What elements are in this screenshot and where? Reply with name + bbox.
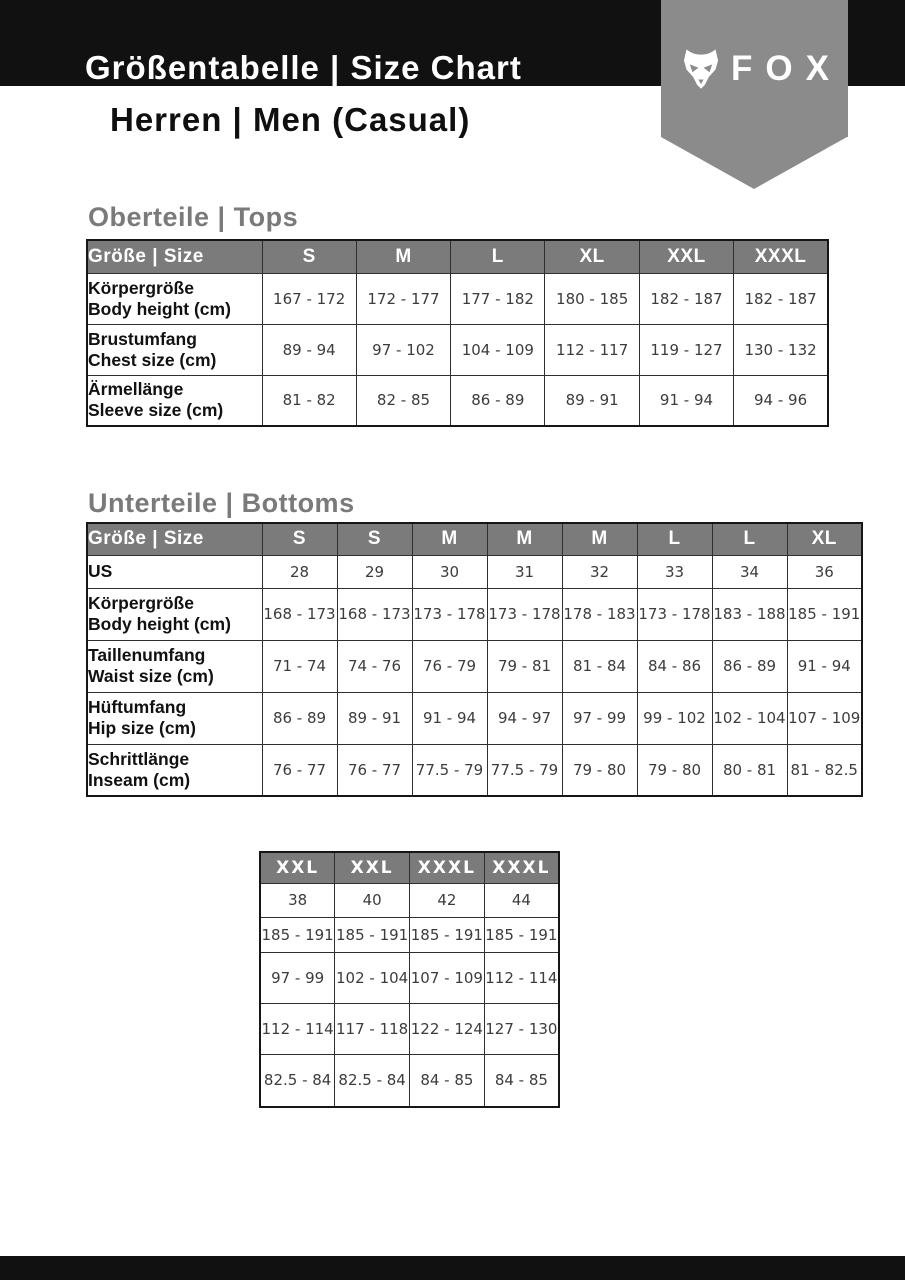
bottoms-row-label — [87, 692, 262, 744]
tops-row-label — [87, 375, 262, 426]
value-cell: 178 - 183 — [562, 588, 637, 640]
value-cell: 119 - 127 — [639, 324, 733, 375]
tops-size-header: XXL — [639, 240, 733, 273]
bottoms-row-label — [87, 744, 262, 796]
value-cell: 180 - 185 — [545, 273, 639, 324]
row-label-en: Hip size (cm) — [88, 718, 196, 738]
bottoms-size-header: M — [562, 523, 637, 555]
value-cell: 31 — [487, 555, 562, 588]
bottoms-waist-row — [87, 640, 862, 692]
bottoms-ext-size-header: XXL — [335, 852, 410, 883]
value-cell: 97 - 102 — [356, 324, 450, 375]
row-label-de: Körpergröße — [88, 277, 194, 298]
section-title-tops: Oberteile | Tops — [88, 202, 299, 232]
value-cell: 172 - 177 — [356, 273, 450, 324]
row-label-de: Brustumfang — [88, 328, 197, 349]
value-cell: 81 - 82 — [262, 375, 356, 426]
value-cell: 79 - 80 — [637, 744, 712, 796]
value-cell: 30 — [412, 555, 487, 588]
row-label-en: Body height (cm) — [88, 614, 231, 634]
bottoms-ext-body-height-row — [260, 917, 559, 952]
value-cell: 173 - 178 — [412, 588, 487, 640]
tops-row-label — [87, 273, 262, 324]
value-cell: 185 - 191 — [260, 917, 335, 952]
value-cell: 104 - 109 — [451, 324, 545, 375]
bottoms-row-label — [87, 588, 262, 640]
bottoms-size-header: S — [262, 523, 337, 555]
value-cell: 127 - 130 — [484, 1003, 559, 1054]
value-cell: 79 - 80 — [562, 744, 637, 796]
tops-header-row — [87, 240, 828, 273]
row-label-en: Sleeve size (cm) — [88, 400, 224, 421]
value-cell: 44 — [484, 883, 559, 917]
bottoms-ext-hip-row — [260, 1003, 559, 1054]
value-cell: 112 - 114 — [484, 952, 559, 1003]
brand-wordmark: FOX — [731, 49, 842, 88]
value-cell: 185 - 191 — [335, 917, 410, 952]
value-cell: 84 - 85 — [484, 1054, 559, 1107]
value-cell: 89 - 91 — [545, 375, 639, 426]
value-cell: 38 — [260, 883, 335, 917]
value-cell: 112 - 117 — [545, 324, 639, 375]
row-label-de: Taillenumfang — [88, 645, 206, 665]
bottoms-ext-size-header: XXXL — [484, 852, 559, 883]
bottoms-row-label — [87, 640, 262, 692]
value-cell: 81 - 82.5 — [787, 744, 862, 796]
value-cell: 76 - 77 — [262, 744, 337, 796]
tops-corner-label: Größe | Size — [87, 240, 262, 273]
bottoms-ext-header-row — [260, 852, 559, 883]
bottoms-body-height-row — [87, 588, 862, 640]
value-cell: 91 - 94 — [787, 640, 862, 692]
bottoms-size-header: S — [337, 523, 412, 555]
bottoms-size-header: M — [487, 523, 562, 555]
brand-logo — [661, 46, 848, 92]
value-cell: 71 - 74 — [262, 640, 337, 692]
bottoms-ext-inseam-row — [260, 1054, 559, 1107]
value-cell: 182 - 187 — [639, 273, 733, 324]
bottoms-size-header: M — [412, 523, 487, 555]
tops-size-header: XXXL — [734, 240, 828, 273]
value-cell: 102 - 104 — [335, 952, 410, 1003]
bottoms-ext-waist-row — [260, 952, 559, 1003]
value-cell: 97 - 99 — [562, 692, 637, 744]
bottoms-size-header: L — [712, 523, 787, 555]
value-cell: 82 - 85 — [356, 375, 450, 426]
value-cell: 94 - 96 — [734, 375, 828, 426]
row-label-de: Hüftumfang — [88, 697, 187, 717]
value-cell: 167 - 172 — [262, 273, 356, 324]
bottoms-ext-size-header: XXL — [260, 852, 335, 883]
row-label-de: Ärmellänge — [88, 379, 184, 400]
value-cell: 177 - 182 — [451, 273, 545, 324]
value-cell: 29 — [337, 555, 412, 588]
value-cell: 74 - 76 — [337, 640, 412, 692]
value-cell: 94 - 97 — [487, 692, 562, 744]
bottoms-table — [86, 522, 863, 797]
value-cell: 28 — [262, 555, 337, 588]
value-cell: 79 - 81 — [487, 640, 562, 692]
value-cell: 107 - 109 — [410, 952, 485, 1003]
value-cell: 77.5 - 79 — [412, 744, 487, 796]
tops-table — [86, 239, 829, 427]
value-cell: 89 - 94 — [262, 324, 356, 375]
value-cell: 112 - 114 — [260, 1003, 335, 1054]
value-cell: 89 - 91 — [337, 692, 412, 744]
bottoms-hip-row — [87, 692, 862, 744]
value-cell: 42 — [410, 883, 485, 917]
value-cell: 33 — [637, 555, 712, 588]
page-subtitle: Herren | Men (Casual) — [110, 101, 471, 138]
value-cell: 84 - 86 — [637, 640, 712, 692]
tops-row-label — [87, 324, 262, 375]
value-cell: 77.5 - 79 — [487, 744, 562, 796]
value-cell: 32 — [562, 555, 637, 588]
value-cell: 82.5 - 84 — [335, 1054, 410, 1107]
row-label-de: Schrittlänge — [88, 748, 190, 769]
value-cell: 82.5 - 84 — [260, 1054, 335, 1107]
value-cell: 185 - 191 — [410, 917, 485, 952]
value-cell: 122 - 124 — [410, 1003, 485, 1054]
row-label-en: Body height (cm) — [88, 298, 231, 319]
bottom-bar — [0, 1256, 905, 1280]
value-cell: 91 - 94 — [639, 375, 733, 426]
section-title-bottoms: Unterteile | Bottoms — [88, 488, 355, 518]
bottoms-ext-table — [259, 851, 560, 1108]
value-cell: 81 - 84 — [562, 640, 637, 692]
value-cell: 34 — [712, 555, 787, 588]
value-cell: 91 - 94 — [412, 692, 487, 744]
value-cell: 102 - 104 — [712, 692, 787, 744]
value-cell: 107 - 109 — [787, 692, 862, 744]
fox-head-icon — [680, 46, 722, 92]
value-cell: 168 - 173 — [337, 588, 412, 640]
bottoms-size-header: L — [637, 523, 712, 555]
page-title: Größentabelle | Size Chart — [85, 49, 522, 86]
pennant-tip — [661, 137, 847, 189]
row-label-en: Chest size (cm) — [88, 349, 217, 370]
value-cell: 173 - 178 — [487, 588, 562, 640]
row-label-en: Waist size (cm) — [88, 666, 214, 686]
value-cell: 173 - 178 — [637, 588, 712, 640]
tops-size-header: M — [356, 240, 450, 273]
row-label-de: Körpergröße — [88, 593, 194, 613]
row-label-en: Inseam (cm) — [88, 769, 191, 790]
value-cell: 185 - 191 — [787, 588, 862, 640]
value-cell: 185 - 191 — [484, 917, 559, 952]
value-cell: 97 - 99 — [260, 952, 335, 1003]
tops-size-header: L — [451, 240, 545, 273]
value-cell: 86 - 89 — [451, 375, 545, 426]
value-cell: 183 - 188 — [712, 588, 787, 640]
bottoms-header-row — [87, 523, 862, 555]
value-cell: 80 - 81 — [712, 744, 787, 796]
value-cell: 76 - 79 — [412, 640, 487, 692]
value-cell: 40 — [335, 883, 410, 917]
value-cell: 84 - 85 — [410, 1054, 485, 1107]
value-cell: 99 - 102 — [637, 692, 712, 744]
tops-size-header: XL — [545, 240, 639, 273]
bottoms-ext-us-row — [260, 883, 559, 917]
value-cell: 168 - 173 — [262, 588, 337, 640]
bottoms-inseam-row — [87, 744, 862, 796]
tops-chest-row — [87, 324, 828, 375]
tops-sleeve-row — [87, 375, 828, 426]
bottoms-us-label: US — [87, 555, 262, 588]
tops-size-header: S — [262, 240, 356, 273]
value-cell: 182 - 187 — [734, 273, 828, 324]
tops-body-height-row — [87, 273, 828, 324]
value-cell: 117 - 118 — [335, 1003, 410, 1054]
value-cell: 86 - 89 — [262, 692, 337, 744]
bottoms-us-row — [87, 555, 862, 588]
bottoms-size-header: XL — [787, 523, 862, 555]
value-cell: 130 - 132 — [734, 324, 828, 375]
bottoms-ext-size-header: XXXL — [410, 852, 485, 883]
bottoms-corner-label: Größe | Size — [87, 523, 262, 555]
value-cell: 86 - 89 — [712, 640, 787, 692]
brand-pennant — [661, 0, 848, 189]
value-cell: 76 - 77 — [337, 744, 412, 796]
value-cell: 36 — [787, 555, 862, 588]
